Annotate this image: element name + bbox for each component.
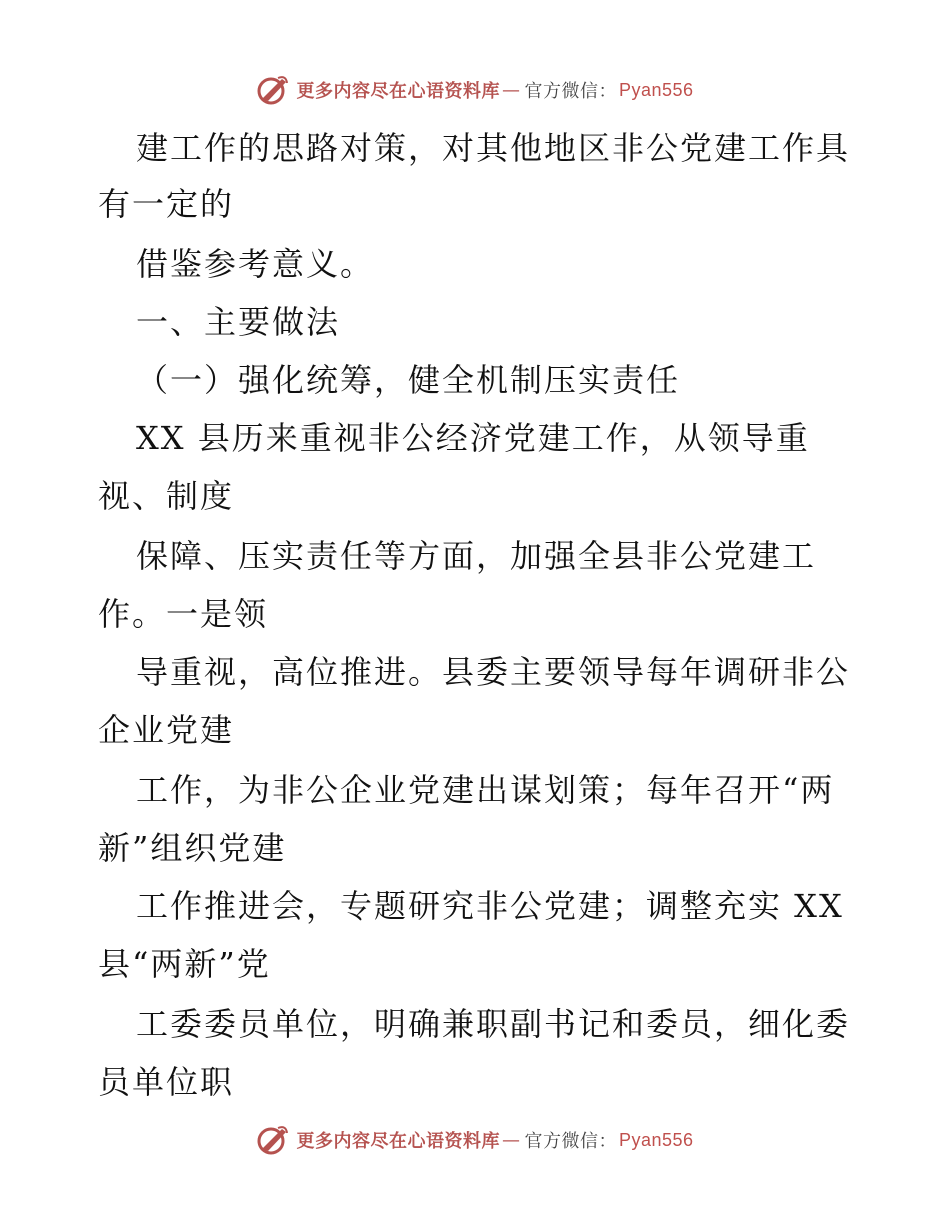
watermark-label: 官方微信： bbox=[524, 1131, 617, 1152]
subsection-heading: （一）强化统筹，健全机制压实责任 bbox=[136, 361, 681, 399]
text-line: 保障、压实责任等方面，加强全县非公党建工 bbox=[136, 537, 817, 575]
text-line: 新”组织党建 bbox=[98, 829, 287, 867]
text-line: 有一定的 bbox=[98, 185, 235, 223]
text-line: 员单位职 bbox=[98, 1063, 235, 1101]
text-line: XX 县历来重视非公经济党建工作，从领导重 bbox=[136, 419, 810, 457]
watermark-account: Pyan556 bbox=[618, 1129, 694, 1150]
watermark-separator: — bbox=[501, 1129, 521, 1151]
text-line: 工委委员单位，明确兼职副书记和委员，细化委 bbox=[136, 1005, 851, 1043]
text-line: 企业党建 bbox=[98, 711, 235, 749]
text-line: 县“两新”党 bbox=[98, 945, 271, 983]
text-line: 借鉴参考意义。 bbox=[136, 245, 375, 283]
text-line: 工作，为非公企业党建出谋划策；每年召开“两 bbox=[136, 771, 835, 809]
text-line: 视、制度 bbox=[98, 477, 235, 515]
watermark-account: Pyan556 bbox=[618, 79, 694, 100]
watermark-separator: — bbox=[501, 79, 521, 101]
watermark-text: 更多内容尽在心语资料库 bbox=[296, 81, 500, 102]
footer-watermark bbox=[0, 1120, 950, 1160]
watermark-label: 官方微信： bbox=[524, 81, 617, 102]
text-line: 建工作的思路对策，对其他地区非公党建工作具 bbox=[136, 129, 851, 167]
header-watermark bbox=[0, 70, 950, 110]
text-line: 作。一是领 bbox=[98, 595, 269, 633]
watermark-text: 更多内容尽在心语资料库 bbox=[296, 1131, 500, 1152]
text-line: 导重视，高位推进。县委主要领导每年调研非公 bbox=[136, 653, 851, 691]
feather-quill-logo-icon bbox=[256, 73, 290, 107]
feather-quill-logo-icon bbox=[256, 1123, 290, 1157]
text-line: 工作推进会，专题研究非公党建；调整充实 XX bbox=[136, 887, 844, 925]
section-heading: 一、主要做法 bbox=[136, 303, 341, 341]
